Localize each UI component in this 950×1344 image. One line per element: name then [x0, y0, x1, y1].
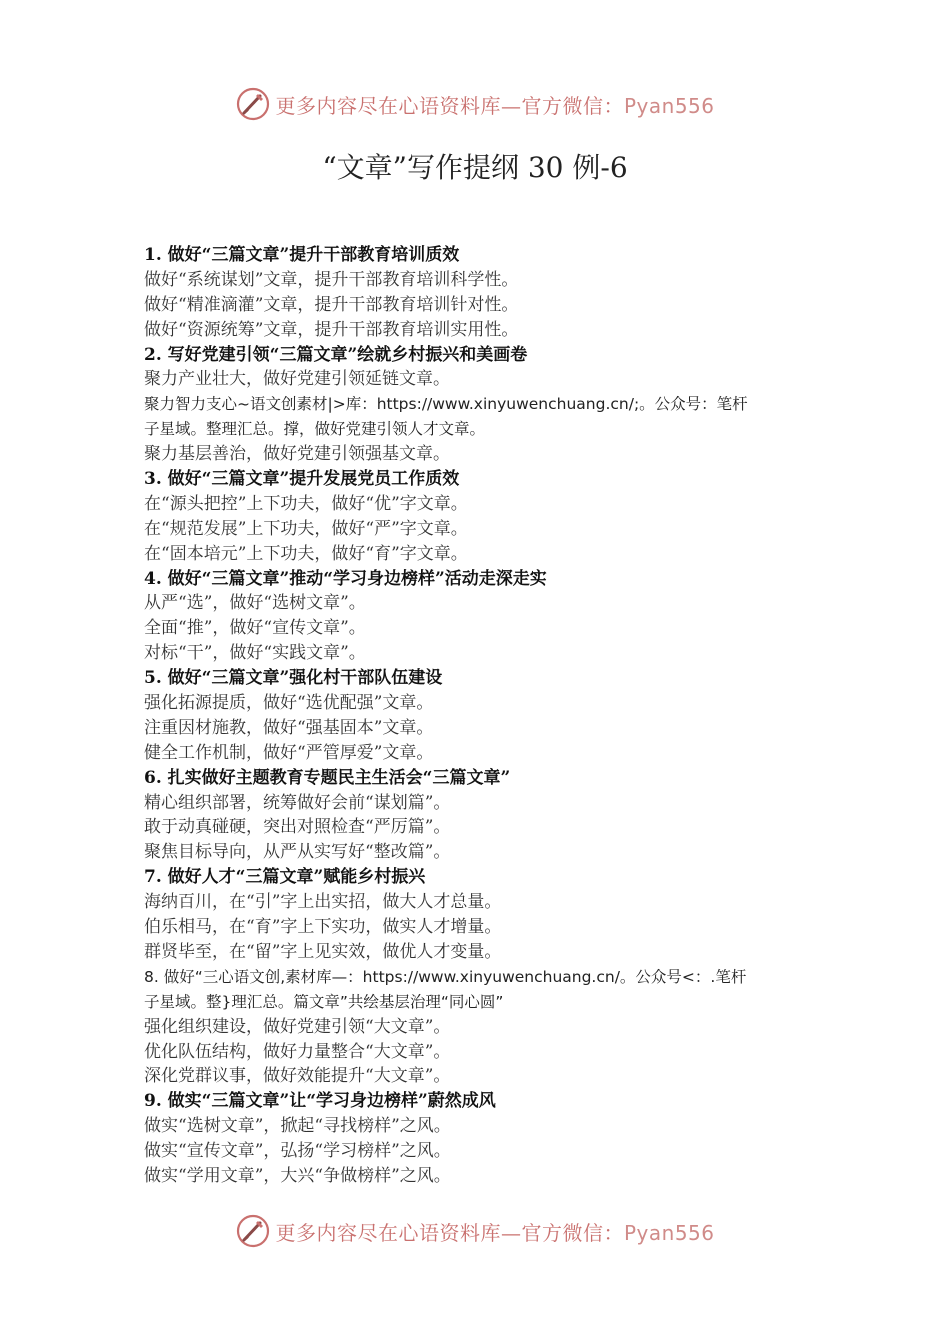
section-heading: 3. 做好“三篇文章”提升发展党员工作质效	[144, 469, 460, 490]
brush-logo-icon	[235, 86, 271, 122]
section-heading: 1. 做好“三篇文章”提升干部教育培训质效	[144, 245, 460, 265]
body-line: 强化拓源提质，做好“选优配强”文章。	[144, 693, 434, 714]
banner-wechat-id: Pyan556	[623, 1220, 715, 1245]
body-line: 做好“精准滴灌”文章，提升干部教育培训针对性。	[144, 294, 519, 315]
body-line: 聚力基层善治，做好党建引领强基文章。	[144, 444, 450, 465]
section-heading: 5. 做好“三篇文章”强化村干部队伍建设	[144, 668, 443, 689]
body-line: 群贤毕至，在“留”字上见实效，做优人才变量。	[144, 941, 502, 962]
body-line: 做好“系统谋划”文章，提升干部教育培训科学性。	[144, 269, 519, 290]
body-line: 做实“选树文章”，掀起“寻找榜样”之风。	[144, 1116, 451, 1137]
footer-watermark-banner	[0, 1209, 950, 1253]
body-line: 敢于动真碰硬，突出对照检查“严厉篇”。	[144, 817, 451, 838]
body-line: 全面“推”，做好“宣传文章”。	[144, 618, 366, 639]
body-line: 深化党群议事，做好效能提升“大文章”。	[144, 1066, 451, 1087]
section-heading: 7. 做好人才“三篇文章”赋能乡村振兴	[144, 867, 426, 888]
body-line: 精心组织部署，统筹做好会前“谋划篇”。	[144, 792, 451, 813]
watermark-mixed-line: 子星域。整理汇总。撑，做好党建引领人才文章。	[144, 420, 486, 439]
section-heading: 4. 做好“三篇文章”推动“学习身边榜样”活动走深走实	[144, 568, 547, 589]
document-body	[144, 243, 814, 1189]
section-heading: 6. 扎实做好主题教育专题民主生活会“三篇文章”	[144, 767, 511, 788]
body-line: 做实“学用文章”，大兴“争做榜样”之风。	[144, 1165, 451, 1186]
body-line: 优化队伍结构，做好力量整合“大文章”。	[144, 1041, 451, 1062]
body-line: 在“规范发展”上下功夫，做好“严”字文章。	[144, 518, 468, 539]
body-line: 在“源头把控”上下功夫，做好“优”字文章。	[144, 493, 468, 514]
body-line: 海纳百川，在“引”字上出实招，做大人才总量。	[144, 892, 502, 913]
section-heading: 2. 写好党建引领“三篇文章”绘就乡村振兴和美画卷	[144, 344, 528, 365]
body-line: 注重因材施教，做好“强基固本”文章。	[144, 717, 434, 738]
body-line: 做好“资源统筹”文章，提升干部教育培训实用性。	[144, 319, 519, 340]
body-line: 强化组织建设，做好党建引领“大文章”。	[144, 1016, 451, 1037]
body-line: 在“固本培元”上下功夫，做好“育”字文章。	[144, 543, 468, 564]
section-heading: 9. 做实“三篇文章”让“学习身边榜样”蔚然成风	[144, 1091, 496, 1112]
body-line: 对标“干”，做好“实践文章”。	[144, 643, 366, 664]
banner-text	[275, 1217, 714, 1246]
brush-logo-icon	[235, 1213, 271, 1249]
banner-label: 更多内容尽在心语资料库—官方微信：	[275, 93, 624, 118]
watermark-mixed-line: 聚力智力支心~语文创素材|>库：https://www.xinyuwenchuang.cn/;。公众号：笔杆	[144, 395, 748, 414]
banner-text	[275, 90, 714, 119]
body-line: 健全工作机制，做好“严管厚爱”文章。	[144, 742, 434, 763]
header-watermark-banner	[0, 82, 950, 126]
body-line: 聚焦目标导向，从严从实写好“整改篇”。	[144, 842, 451, 863]
body-line: 聚力产业壮大，做好党建引领延链文章。	[144, 369, 450, 390]
banner-wechat-id: Pyan556	[623, 93, 715, 118]
document-title: “文章”写作提纲 30 例-6	[322, 151, 628, 184]
watermark-mixed-line: 子星域。整}理汇总。篇文章”共绘基层治理“同心圆”	[144, 992, 504, 1011]
banner-label: 更多内容尽在心语资料库—官方微信：	[275, 1220, 624, 1245]
body-line: 伯乐相马，在“育”字上下实功，做实人才增量。	[144, 917, 502, 938]
watermark-mixed-line: 8. 做好“三心语文创,素材库—：https://www.xinyuwenchuang.cn/。公众号<：.笔杆	[144, 967, 747, 986]
body-line: 从严“选”，做好“选树文章”。	[144, 593, 366, 614]
body-line: 做实“宣传文章”，弘扬“学习榜样”之风。	[144, 1141, 451, 1162]
